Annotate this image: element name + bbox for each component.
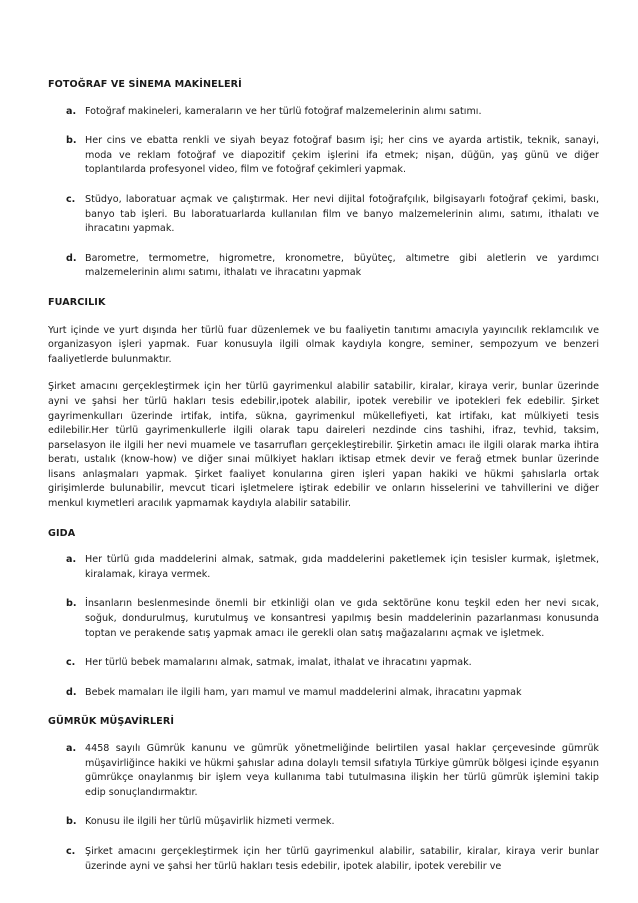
paragraph: Yurt içinde ve yurt dışında her türlü fuar düzenlemek ve bu faaliyetin tanıtımı amacıyla yayıncılık reklamcılık ve organizasyon işleri yapmak. Fuar konusuyla ilgili olmak kaydıyla kongre, seminer, sempozyum ve benzeri faaliyetlerde bulunmaktır. <box>48 324 599 365</box>
list-item-text: Konusu ile ilgili her türlü müşavirlik hizmeti vermek. <box>85 816 335 828</box>
list-marker: a. <box>66 743 77 754</box>
list-item-text: Stüdyo, laboratuar açmak ve çalıştırmak. Her nevi dijital fotoğrafçılık, bilgisayarlı fotoğraf çekimi, baskı, banyo tab işleri. Bu laboratuarlarda kullanılan film ve banyo malzemelerinin alımı, satımı, ithalatı ve ihracatını yapmak. <box>85 193 599 235</box>
list-item-text: Her türlü bebek mamalarını almak, satmak, imalat, ithalat ve ihracatını yapmak. <box>85 657 472 669</box>
list-item <box>48 815 599 830</box>
list-item <box>48 656 599 671</box>
list-item-text: Şirket amacını gerçekleştirmek için her türlü gayrimenkul alabilir, satabilir, kiralar, kiraya verir bunlar üzerinde ayni ve şahsi her türlü hakları tesis edebilir, ipotek alabilir, ipotek verebilir ve <box>85 845 599 872</box>
section-heading: GIDA <box>48 527 76 539</box>
list-marker: a. <box>66 554 77 566</box>
paragraph: Şirket amacını gerçekleştirmek için her türlü gayrimenkul alabilir satabilir, kiralar, kiraya verir, bunlar üzerinde ayni ve şahsi her türlü hakları tesis edebilir,ipotek alabilir, ipotek verebilir ve ipotekleri fek edebilir. Şirket gayrimenkulları üzerinde irtifak, intifa, sükna, gayrimenkul mükellefiyeti, kat irtifakı, kat mülkiyeti tesis edilebilir.Her türlü gayrimenkullerle ilgili olarak tapu daireleri nezdinde cins tashihi, ifraz, tevhid, taksim, parselasyon ile ilgili her nevi muamele ve tasarrufları gerçekleştirebilir. Şirketin amacı ile ilgili olarak marka ihtira beratı, ustalık (know-how) ve diğer sınai mülkiyet hakları iktisap etmek devir ve ferağ etmek bunlar üzerinde lisans anlaşmaları yapmak. Şirket faaliyet konularına giren işleri yapan hakiki ve hükmi şahıslarla ortak girişimlerde bulunabilir, mevcut ticari işletmelere iştirak edebilir ve onların hisselerini ve tahvillerini ve diğer menkul kıymetleri aracılık yapmamak kaydıyla alabilir satabilir. <box>48 381 599 510</box>
list-marker: c. <box>66 845 76 857</box>
list-item <box>48 597 599 641</box>
list-item <box>48 845 599 874</box>
list-marker: b. <box>66 135 77 147</box>
section-heading: FUARCILIK <box>48 296 106 308</box>
list-item-text: Fotoğraf makineleri, kameraların ve her türlü fotoğraf malzemelerinin alımı satımı. <box>85 105 482 117</box>
list-item-text: Bebek mamaları ile ilgili ham, yarı mamul ve mamul maddelerini almak, ihracatını yapmak <box>85 686 522 698</box>
list-item-text: 4458 sayılı Gümrük kanunu ve gümrük yönetmeliğinde belirtilen yasal haklar çerçevesinde gümrük müşavirliğince hakiki ve hükmi şahıslar adına dolaylı temsil sıfatıyla Türkiye gümrük bölgesi içinde eşyanın gümrükçe onaylanmış bir işlem veya kullanıma tabi tutulmasına ilişkin her türlü gümrük işlemini takip edip sonuçlandırmaktır. <box>85 743 599 798</box>
section-gumruk <box>48 715 599 874</box>
list-marker: c. <box>66 657 76 669</box>
list-item <box>48 553 599 582</box>
list-item-text: Barometre, termometre, higrometre, kronometre, büyüteç, altımetre gibi aletlerin ve yardımcı malzemelerinin alımı satımı, ithalatı ve ihracatını yapmak <box>85 252 599 279</box>
section-list <box>48 553 599 700</box>
document-page <box>48 78 599 889</box>
list-item <box>48 742 599 800</box>
section-gida <box>48 527 599 701</box>
list-marker: d. <box>66 686 77 698</box>
list-marker: c. <box>66 193 76 205</box>
list-item <box>48 252 599 281</box>
section-heading: FOTOĞRAF VE SİNEMA MAKİNELERİ <box>48 79 242 90</box>
list-item-text: İnsanların beslenmesinde önemli bir etkinliği olan ve gıda sektörüne konu teşkil eden her nevi sıcak, soğuk, dondurulmuş, kurutulmuş ve konsantresi yapılmış besin maddelerinin pazarlanması konusunda toptan ve perakende satış yapmak amacı ile gerekli olan satış mağazalarını açmak ve işletmek. <box>85 598 599 639</box>
section-fuarcilik <box>48 296 599 512</box>
list-item <box>48 105 599 120</box>
section-list <box>48 742 599 874</box>
list-item <box>48 686 599 701</box>
list-item-text: Her cins ve ebatta renkli ve siyah beyaz fotoğraf basım işi; her cins ve ayarda artistik, teknik, sanayi, moda ve reklam fotoğraf ve diapozitif çekim işlerini ifa etmek; nişan, düğün, yaş günü ve diğer toplantılarda profesyonel video, film ve fotoğraf çekimleri yapmak. <box>85 135 599 176</box>
list-item-text: Her türlü gıda maddelerini almak, satmak, gıda maddelerini paketlemek için tesisler kurmak, işletmek, kiralamak, kiraya vermek. <box>85 554 599 580</box>
section-heading: GÜMRÜK MÜŞAVİRLERİ <box>48 716 174 728</box>
list-marker: b. <box>66 598 77 610</box>
section-fotograf <box>48 78 599 281</box>
list-marker: d. <box>66 252 77 264</box>
section-list <box>48 105 599 281</box>
list-item <box>48 134 599 178</box>
list-item <box>48 193 599 237</box>
list-marker: a. <box>66 105 77 117</box>
list-marker: b. <box>66 816 77 828</box>
